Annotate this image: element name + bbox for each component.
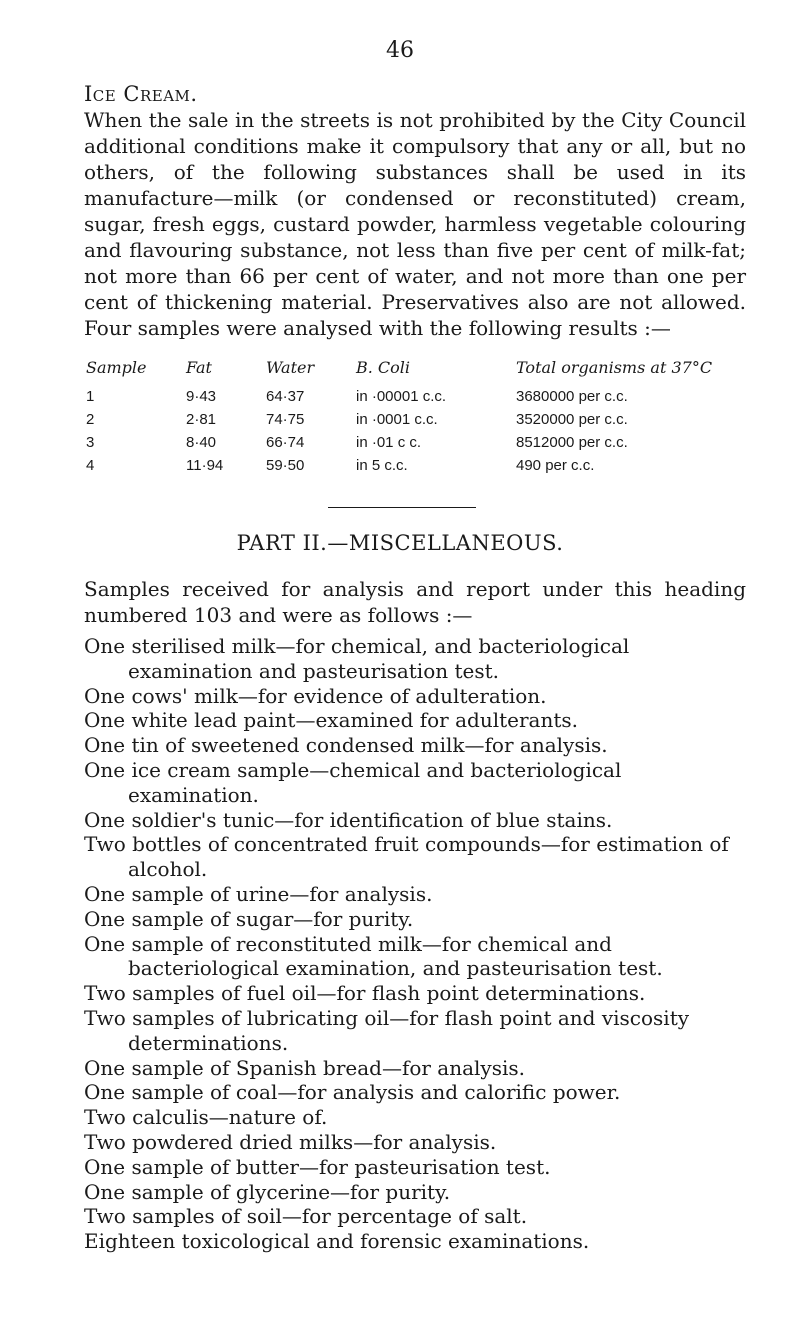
cell-sample: 1 <box>86 387 95 405</box>
cell-b-coli: in ·01 c c. <box>356 433 422 451</box>
cell-sample: 2 <box>86 410 95 428</box>
cell-total-organisms: 8512000 per c.c. <box>516 433 628 451</box>
cell-water: 64·37 <box>266 387 305 405</box>
header-total-organisms: Total organisms at 37°C <box>516 358 713 377</box>
table-row <box>86 408 786 431</box>
page-number: 46 <box>386 38 414 63</box>
header-fat: Fat <box>186 358 212 377</box>
list-item: One sample of Spanish bread—for analysis. <box>84 1055 526 1080</box>
list-item: One sample of urine—for analysis. <box>84 881 433 906</box>
samples-list <box>84 634 754 1254</box>
cell-water: 74·75 <box>266 410 305 428</box>
list-item: One sterilised milk—for chemical, and bacteriological examination and pasteurisation test. <box>84 634 630 683</box>
header-water: Water <box>266 358 315 377</box>
cell-b-coli: in ·00001 c.c. <box>356 387 447 405</box>
table-row <box>86 454 786 477</box>
cell-b-coli: in 5 c.c. <box>356 456 408 474</box>
list-item: One white lead paint—examined for adulterants. <box>84 708 578 733</box>
list-item: One sample of sugar—for purity. <box>84 906 414 931</box>
list-item: Two samples of soil—for percentage of salt. <box>84 1204 528 1229</box>
cell-total-organisms: 3680000 per c.c. <box>516 387 628 405</box>
section-title: Ice Cream. <box>84 82 198 106</box>
cell-total-organisms: 490 per c.c. <box>516 456 595 474</box>
list-item: Two samples of lubricating oil—for flash point and viscosity determinations. <box>84 1005 690 1055</box>
list-item: One soldier's tunic—for identification of blue stains. <box>84 807 613 832</box>
ice-cream-intro-paragraph: When the sale in the streets is not prohibited by the City Council additional conditions make it compulsory that any or all, but no others, of the following substances shall be used in its manufacture—milk (or condensed or reconstituted) cream, sugar, fresh eggs, custard powder, harmless vegetable colouring and flavouring substance, not less than five per cent of milk-fat; not more than 66 per cent of water, and not more than one per cent of thickening material. Preservatives also are not allowed. Four samples were analysed with the following results :— <box>84 108 746 340</box>
cell-water: 66·74 <box>266 433 305 451</box>
list-item: One ice cream sample—chemical and bacteriological examination. <box>84 757 622 807</box>
header-sample: Sample <box>86 358 147 377</box>
list-item: One sample of reconstituted milk—for chemical and bacteriological examination, and pasteurisation test. <box>84 931 663 981</box>
part-heading: PART II.—MISCELLANEOUS. <box>236 531 564 555</box>
list-item: One sample of coal—for analysis and calorific power. <box>84 1080 621 1105</box>
list-item: One sample of butter—for pasteurisation test. <box>84 1154 551 1179</box>
list-item: One sample of glycerine—for purity. <box>84 1179 451 1204</box>
cell-fat: 9·43 <box>186 387 217 405</box>
list-item: Two bottles of concentrated fruit compounds—for estimation of alcohol. <box>84 832 729 882</box>
list-item: Two calculis—nature of. <box>84 1105 328 1130</box>
table-row <box>86 431 786 454</box>
ice-cream-results-table <box>86 358 786 477</box>
cell-total-organisms: 3520000 per c.c. <box>516 410 628 428</box>
cell-sample: 3 <box>86 433 95 451</box>
list-item: One cows' milk—for evidence of adulteration. <box>84 683 547 708</box>
cell-fat: 8·40 <box>186 433 217 451</box>
cell-fat: 2·81 <box>186 410 217 428</box>
table-header-row <box>86 358 786 385</box>
section-divider-rule <box>328 507 476 508</box>
cell-sample: 4 <box>86 456 95 474</box>
header-b-coli: B. Coli <box>356 358 411 377</box>
list-item: Two powdered dried milks—for analysis. <box>84 1129 497 1154</box>
table-row <box>86 385 786 408</box>
cell-b-coli: in ·0001 c.c. <box>356 410 438 428</box>
list-item: One tin of sweetened condensed milk—for analysis. <box>84 733 608 758</box>
cell-water: 59·50 <box>266 456 305 474</box>
part-intro-paragraph: Samples received for analysis and report under this heading numbered 103 and were as follows :— <box>84 577 746 627</box>
list-item: Eighteen toxicological and forensic examinations. <box>84 1229 590 1254</box>
cell-fat: 11·94 <box>186 456 224 474</box>
list-item: Two samples of fuel oil—for flash point determinations. <box>84 981 646 1006</box>
